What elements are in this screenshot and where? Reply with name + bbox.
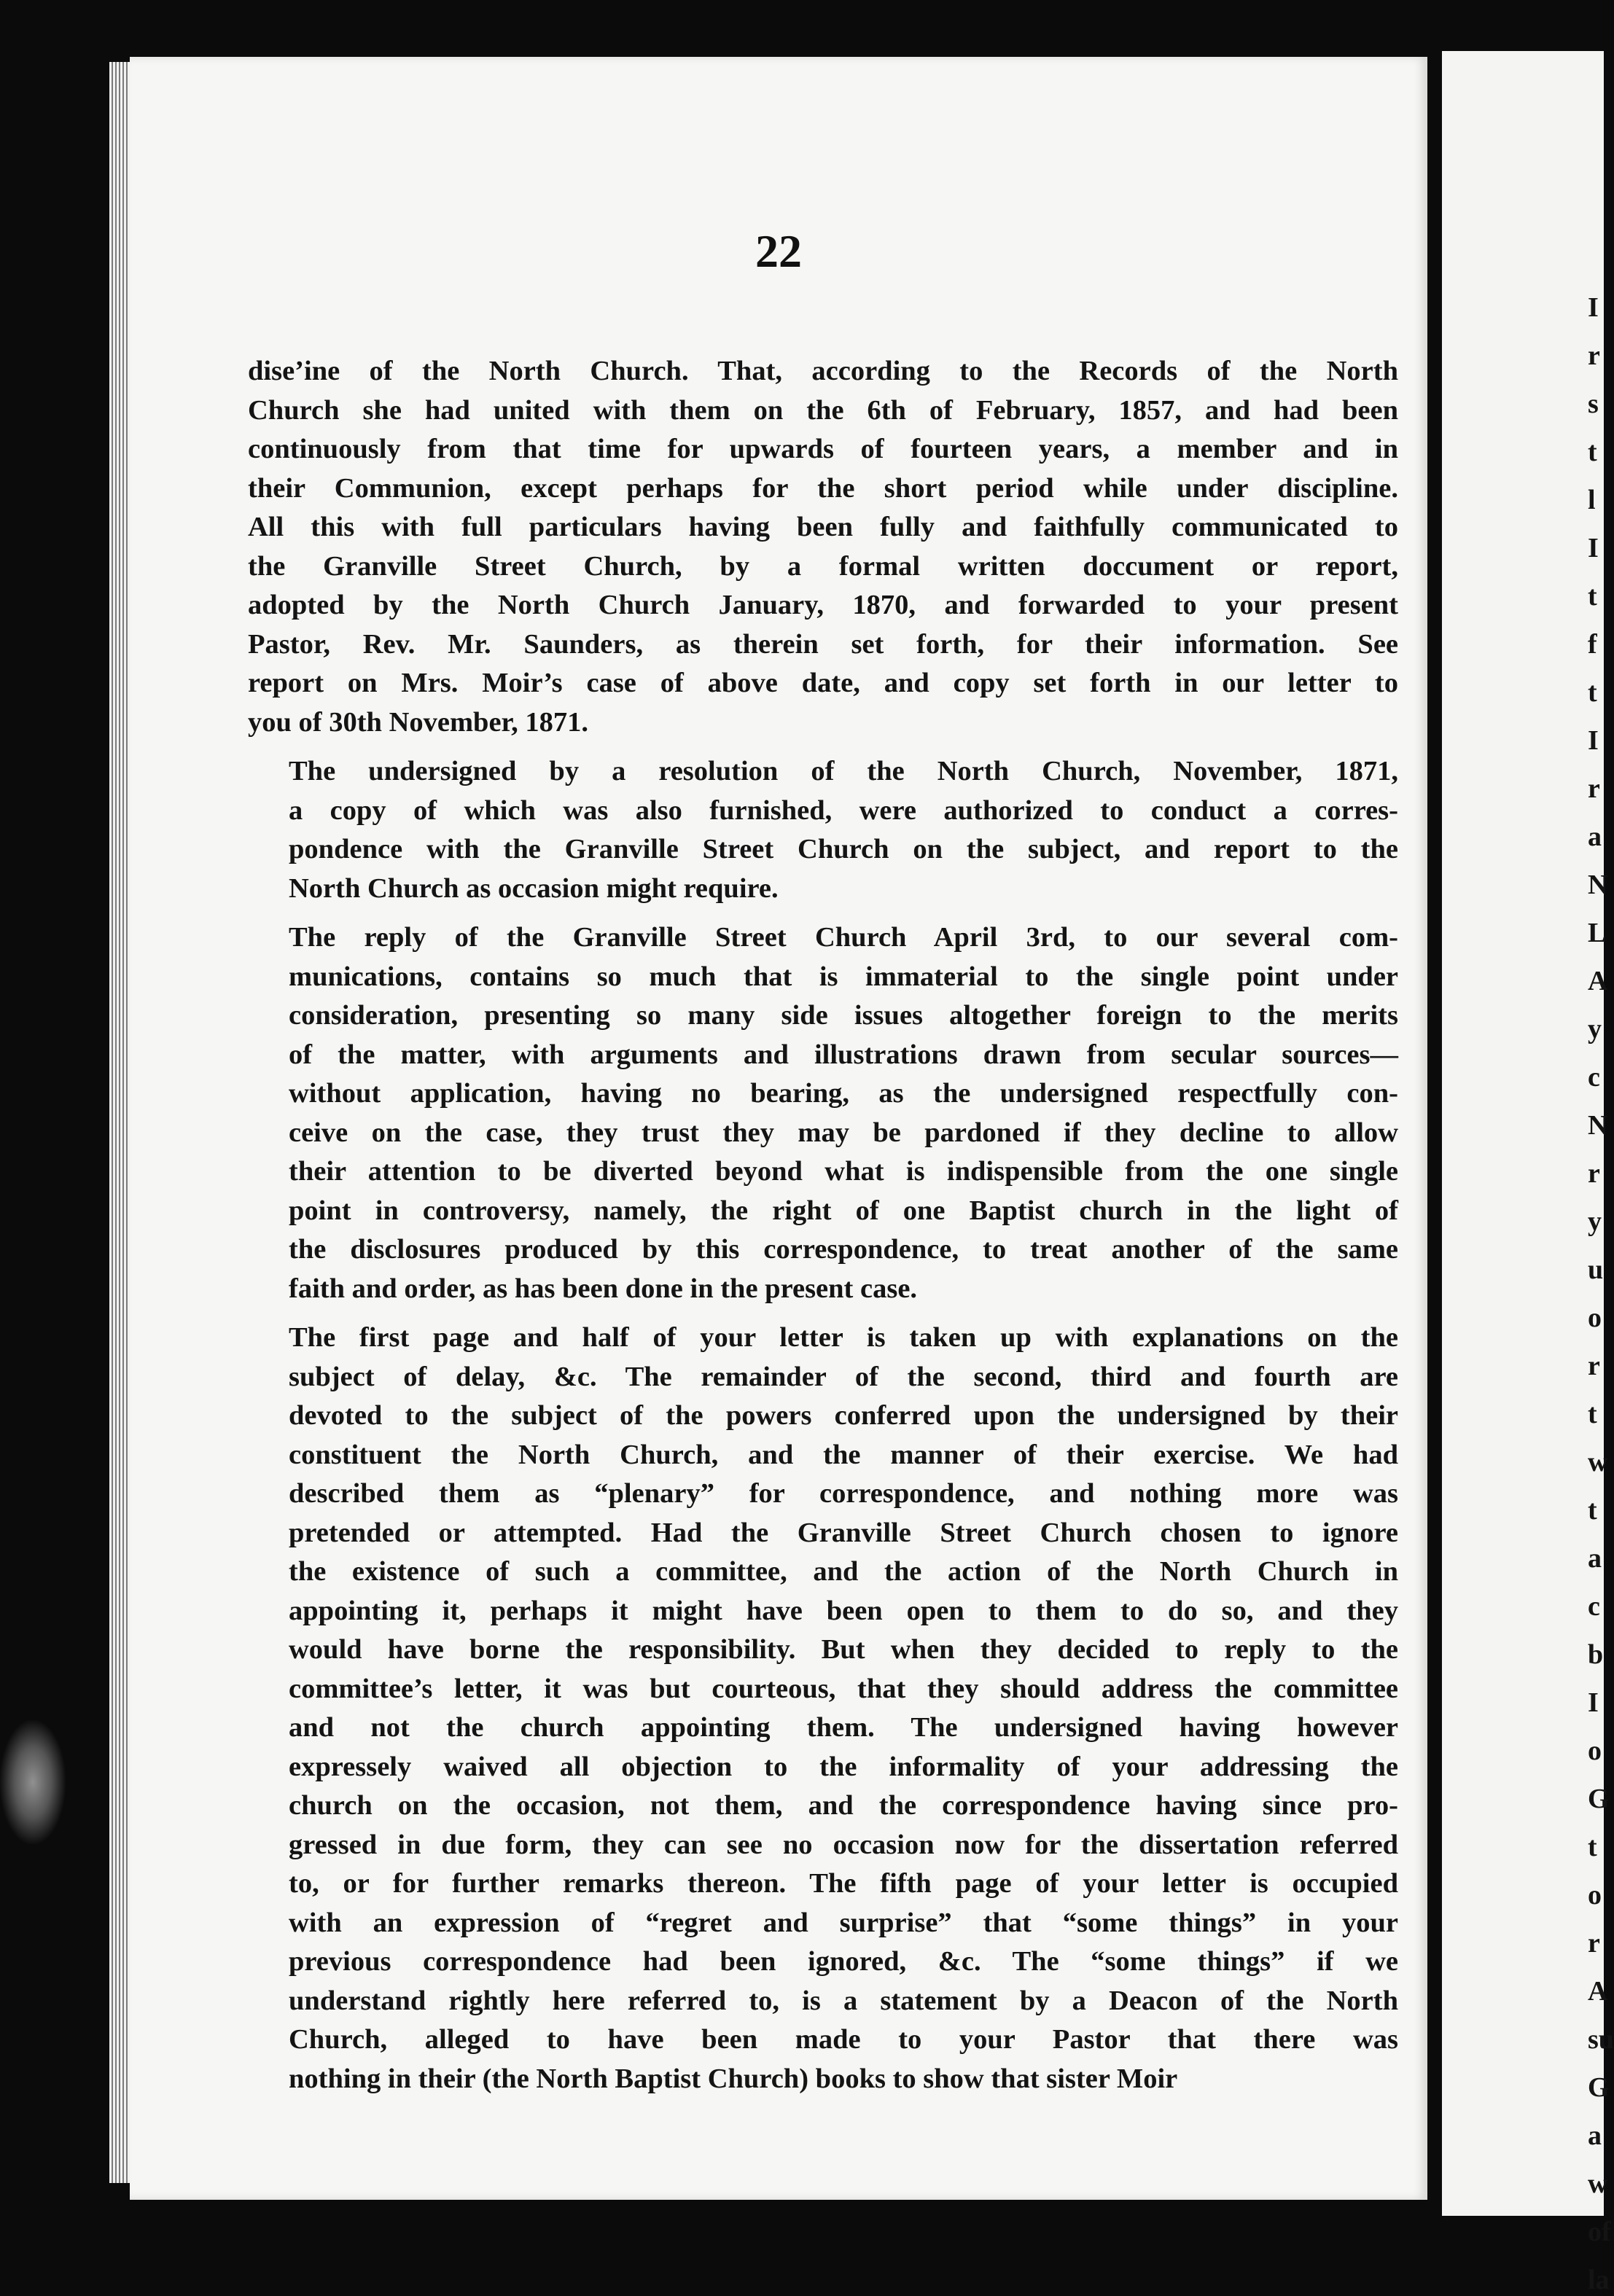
edge-fragment: w: [1588, 1447, 1608, 1477]
text-line: their Communion, except perhaps for the short period while under discipline.: [248, 472, 1398, 504]
text-line: continuously from that time for upwards of fourteen years, a member and in: [248, 434, 1398, 464]
edge-fragment: of: [1588, 2217, 1611, 2247]
text-line: dise’ine of the North Church. That, according to the Records of the North: [248, 356, 1398, 386]
text-line: adopted by the North Church January, 1870, and forwarded to your present: [248, 590, 1398, 620]
page-edge-stack: [109, 62, 131, 2183]
edge-fragment: I: [1588, 1687, 1599, 1718]
text-line: gressed in due form, they can see no occasion now for the dissertation referred: [289, 1829, 1398, 1860]
edge-fragment: su: [1588, 2024, 1614, 2055]
edge-fragment: c: [1588, 1591, 1600, 1622]
text-line: their attention to be diverted beyond what is indispensible from the one single: [289, 1156, 1398, 1187]
paragraph: [248, 752, 1398, 908]
text-line: munications, contains so much that is immaterial to the single point under: [289, 961, 1398, 992]
edge-fragment: t: [1588, 1399, 1597, 1429]
text-line: a copy of which was also furnished, were authorized to conduct a corres-: [289, 794, 1398, 826]
text-line: the Granville Street Church, by a formal written doccument or report,: [248, 550, 1398, 582]
text-line: of the matter, with arguments and illustrations drawn from secular sources—: [289, 1039, 1398, 1070]
edge-fragment: s: [1588, 388, 1599, 419]
document-page: [130, 57, 1427, 2200]
text-line: to, or for further remarks thereon. The fifth page of your letter is occupied: [289, 1868, 1398, 1899]
edge-fragment: L: [1588, 918, 1607, 948]
edge-fragment: r: [1588, 1928, 1600, 1959]
edge-fragment: o: [1588, 1303, 1602, 1333]
edge-fragment: t: [1588, 677, 1597, 708]
text-line: and not the church appointing them. The undersigned having however: [289, 1712, 1398, 1743]
edge-fragment: G: [1588, 2072, 1610, 2103]
edge-fragment: f: [1588, 629, 1597, 660]
text-line: The first page and half of your letter is taken up with explanations on the: [289, 1322, 1398, 1353]
text-line: devoted to the subject of the powers conferred upon the undersigned by their: [289, 1400, 1398, 1431]
text-line: appointing it, perhaps it might have been open to them to do so, and they: [289, 1595, 1398, 1626]
text-line: the existence of such a committee, and the action of the North Church in: [289, 1556, 1398, 1587]
paragraph: [248, 352, 1398, 742]
text-line: church on the occasion, not them, and the correspondence having since pro-: [289, 1790, 1398, 1821]
edge-fragment: A: [1588, 966, 1608, 996]
text-line: subject of delay, &c. The remainder of the second, third and fourth are: [289, 1361, 1398, 1392]
paragraph: [248, 918, 1398, 1308]
text-line: faith and order, as has been done in the present case.: [289, 1273, 918, 1304]
scan-artifact: [0, 1720, 66, 1844]
edge-fragment: I: [1588, 533, 1599, 563]
edge-fragment: w: [1588, 2168, 1608, 2199]
adjacent-page-edge: [1442, 51, 1614, 2295]
edge-fragment: la: [1588, 2265, 1610, 2295]
edge-fragment: a: [1588, 1543, 1602, 1574]
edge-fragment: y: [1588, 1206, 1602, 1237]
text-line: Church she had united with them on the 6th of February, 1857, and had been: [248, 394, 1398, 426]
text-line: report on Mrs. Moir’s case of above date, and copy set forth in our letter to: [248, 668, 1398, 698]
edge-fragment: c: [1588, 1062, 1600, 1093]
text-line: Church, alleged to have been made to your Pastor that there was: [289, 2024, 1398, 2055]
text-line: described them as “plenary” for correspondence, and nothing more was: [289, 1478, 1398, 1509]
edge-fragment: r: [1588, 1351, 1600, 1381]
body-text: [248, 352, 1398, 2109]
edge-fragment: I: [1588, 292, 1599, 323]
text-line: constituent the North Church, and the manner of their exercise. We had: [289, 1439, 1398, 1470]
text-line: point in controversy, namely, the right of one Baptist church in the light of: [289, 1195, 1398, 1226]
text-line: without application, having no bearing, as the undersigned respectfully con-: [289, 1078, 1398, 1109]
text-line: pondence with the Granville Street Church on the subject, and report to the: [289, 834, 1398, 864]
edge-fragment: r: [1588, 1158, 1600, 1189]
edge-fragment: o: [1588, 1735, 1602, 1766]
text-line: consideration, presenting so many side issues altogether foreign to the merits: [289, 1000, 1398, 1031]
edge-fragment: G: [1588, 1784, 1610, 1814]
text-line: All this with full particulars having been fully and faithfully communicated to: [248, 512, 1398, 542]
edge-fragment: r: [1588, 340, 1600, 371]
edge-fragment: r: [1588, 773, 1600, 804]
edge-fragment: l: [1588, 485, 1596, 515]
text-line: The undersigned by a resolution of the North Church, November, 1871,: [289, 756, 1398, 786]
text-line: pretended or attempted. Had the Granville Street Church chosen to ignore: [289, 1517, 1398, 1548]
edge-fragment: b: [1588, 1639, 1604, 1670]
text-line: ceive on the case, they trust they may be pardoned if they decline to allow: [289, 1117, 1398, 1148]
edge-fragment: N: [1588, 870, 1608, 900]
edge-fragment: t: [1588, 1495, 1597, 1526]
edge-fragment: I: [1588, 725, 1599, 756]
text-line: North Church as occasion might require.: [289, 872, 779, 904]
text-line: expressely waived all objection to the informality of your addressing the: [289, 1751, 1398, 1782]
paragraph: [248, 1319, 1398, 2098]
text-line: you of 30th November, 1871.: [248, 706, 588, 738]
text-line: would have borne the responsibility. But when they decided to reply to the: [289, 1634, 1398, 1665]
text-line: committee’s letter, it was but courteous, that they should address the committee: [289, 1673, 1398, 1704]
edge-fragment: a: [1588, 2120, 1602, 2151]
edge-fragment: o: [1588, 1880, 1602, 1910]
text-line: understand rightly here referred to, is a statement by a Deacon of the North: [289, 1985, 1398, 2016]
text-line: with an expression of “regret and surprise” that “some things” in your: [289, 1907, 1398, 1938]
edge-fragment: N: [1588, 1110, 1608, 1141]
edge-fragment: y: [1588, 1014, 1602, 1044]
text-line: the disclosures produced by this correspondence, to treat another of the same: [289, 1234, 1398, 1265]
text-line: nothing in their (the North Baptist Church) books to show that sister Moir: [289, 2063, 1178, 2094]
text-line: The reply of the Granville Street Church April 3rd, to our several com-: [289, 922, 1398, 953]
edge-fragment: u: [1588, 1254, 1604, 1285]
text-line: Pastor, Rev. Mr. Saunders, as therein set forth, for their information. See: [248, 628, 1398, 660]
edge-fragment: t: [1588, 437, 1597, 467]
page-number: 22: [755, 225, 802, 277]
edge-fragment: A: [1588, 1976, 1608, 2007]
edge-fragment: a: [1588, 821, 1602, 852]
edge-fragment: t: [1588, 581, 1597, 612]
edge-fragment: t: [1588, 1832, 1597, 1862]
text-line: previous correspondence had been ignored, &c. The “some things” if we: [289, 1946, 1398, 1977]
